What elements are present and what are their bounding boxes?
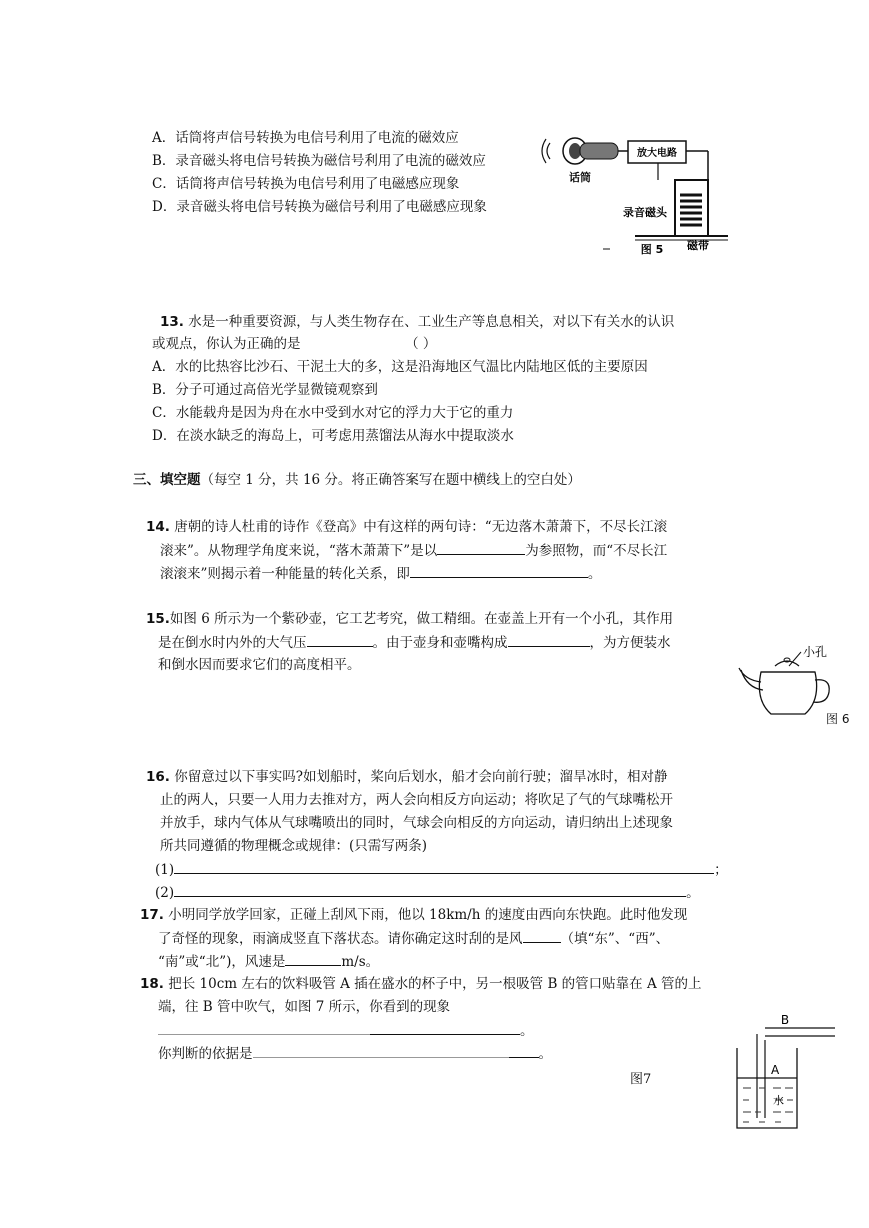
q15-number: 15. bbox=[146, 611, 170, 627]
figure-7-straws bbox=[725, 1008, 845, 1138]
section-3-note: （每空 1 分，共 16 分。将正确答案写在题中横线上的空白处） bbox=[200, 472, 581, 488]
q14-line3: 滚滚来”则揭示着一种能量的转化关系，即 。 bbox=[160, 563, 601, 584]
q15-line2: 是在倒水时内外的大气压 。由于壶身和壶嘴构成 ，为方便装水 bbox=[158, 632, 671, 653]
q17-number: 17. bbox=[140, 907, 164, 923]
amp-label: 放大电路 bbox=[637, 148, 677, 159]
q13-option-a: A．水的比热容比沙石、干泥土大的多，这是沿海地区气温比内陆地区低的主要原因 bbox=[152, 359, 648, 375]
q13-option-d: D．在淡水缺乏的海岛上，可考虑用蒸馏法从海水中提取淡水 bbox=[152, 428, 514, 444]
q14-blank-1[interactable] bbox=[437, 540, 525, 555]
q16-line4: 所共同遵循的物理概念或规律：(只需写两条) bbox=[160, 838, 428, 854]
q18-line1: 18. 把长 10cm 左右的饮料吸管 A 插在盛水的杯子中，另一根吸管 B 的管口贴靠在 A 管的上 bbox=[140, 976, 702, 992]
q15-blank-2[interactable] bbox=[508, 632, 590, 647]
figure-5-recorder-diagram bbox=[540, 125, 730, 265]
straw-a-label: A bbox=[771, 1063, 780, 1077]
q12-option-c: C．话筒将声信号转换为电信号利用了电磁感应现象 bbox=[152, 176, 460, 192]
figure-6-caption: 图 6 bbox=[826, 712, 850, 726]
mic-label: 话筒 bbox=[569, 171, 591, 184]
q13-answer-paren: （ ） bbox=[405, 336, 437, 352]
q15-line3: 和倒水因而要求它们的高度相平。 bbox=[158, 657, 361, 673]
q15-blank-1[interactable] bbox=[307, 632, 373, 647]
q13-number: 13. bbox=[160, 314, 184, 330]
q14-line2: 滚来”。从物理学角度来说，“落木萧萧下”是以 为参照物，而“不尽长江 bbox=[160, 540, 667, 561]
section-3-heading bbox=[133, 470, 581, 490]
q14-number: 14. bbox=[146, 519, 170, 535]
q13-option-c: C．水能载舟是因为舟在水中受到水对它的浮力大于它的重力 bbox=[152, 405, 514, 421]
q17-line2: 了奇怪的现象，雨滴成竖直下落状态。请你确定这时刮的是风 （填“东”、“西”、 bbox=[158, 928, 669, 949]
q18-number: 18. bbox=[140, 976, 164, 992]
q16-blank-1[interactable] bbox=[174, 859, 714, 874]
q17-line3: “南”或“北”)，风速是 m/s。 bbox=[158, 951, 379, 972]
q18-blank-2a[interactable] bbox=[253, 1043, 509, 1058]
tape-label: 磁带 bbox=[687, 239, 709, 252]
figure-5-caption: 图 5 bbox=[640, 243, 664, 256]
straw-b-label: B bbox=[780, 1013, 790, 1027]
q14-blank-2[interactable] bbox=[410, 563, 588, 578]
q18-blank-2b[interactable] bbox=[509, 1043, 539, 1058]
q16-line2: 止的两人，只要一人用力去推对方，两人会向相反方向运动；将吹足了气的气球嘴松开 bbox=[160, 792, 673, 808]
q13-stem-line1: 13. 水是一种重要资源，与人类生物存在、工业生产等息息相关，对以下有关水的认识 bbox=[160, 314, 675, 330]
q16-number: 16. bbox=[146, 769, 170, 785]
water-label: 水 bbox=[773, 1094, 784, 1107]
q17-blank-1[interactable] bbox=[523, 928, 561, 943]
q14-line1: 14. 唐朝的诗人杜甫的诗作《登高》中有这样的两句诗：“无边落木萧萧下，不尽长江滚 bbox=[146, 519, 668, 535]
q12-option-b: B．录音磁头将电信号转换为磁信号利用了电流的磁效应 bbox=[152, 153, 486, 169]
hole-label: 小孔 bbox=[803, 645, 828, 659]
q16-answer-1: (1) ； bbox=[155, 859, 728, 880]
q13-option-b: B．分子可通过高倍光学显微镜观察到 bbox=[152, 382, 378, 398]
q12-option-d: D．录音磁头将电信号转换为磁信号利用了电磁感应现象 bbox=[152, 199, 487, 215]
q12-option-a: A．话筒将声信号转换为电信号利用了电流的磁效应 bbox=[152, 130, 459, 146]
head-label: 录音磁头 bbox=[623, 206, 667, 219]
q16-answer-2: (2) 。 bbox=[155, 882, 700, 903]
q13-stem-line2: 或观点，你认为正确的是 （ ） bbox=[152, 336, 437, 352]
q16-blank-2[interactable] bbox=[174, 882, 686, 897]
q18-line2: 端，往 B 管中吹气，如图 7 所示，你看到的现象 bbox=[158, 999, 451, 1015]
q18-line3: 。 bbox=[158, 1020, 534, 1041]
q18-blank-1b[interactable] bbox=[370, 1020, 520, 1035]
figure-7-caption: 图7 bbox=[630, 1072, 652, 1087]
section-3-title: 三、填空题 bbox=[133, 472, 201, 488]
q15-line1: 15.如图 6 所示为一个紫砂壶，它工艺考究，做工精细。在壶盖上开有一个小孔，其作用 bbox=[146, 611, 674, 627]
q16-line3: 并放手，球内气体从气球嘴喷出的同时，气球会向相反的方向运动，请归纳出上述现象 bbox=[160, 815, 673, 831]
q18-blank-1a[interactable] bbox=[158, 1020, 370, 1035]
q17-line1: 17. 小明同学放学回家，正碰上刮风下雨，他以 18km/h 的速度由西向东快跑。此时他发现 bbox=[140, 907, 688, 923]
q17-blank-2[interactable] bbox=[285, 951, 341, 966]
q18-line4: 你判断的依据是 。 bbox=[158, 1043, 552, 1064]
q16-line1: 16. 你留意过以下事实吗?如划船时，桨向后划水，船才会向前行驶；溜旱冰时，相对静 bbox=[146, 769, 668, 785]
